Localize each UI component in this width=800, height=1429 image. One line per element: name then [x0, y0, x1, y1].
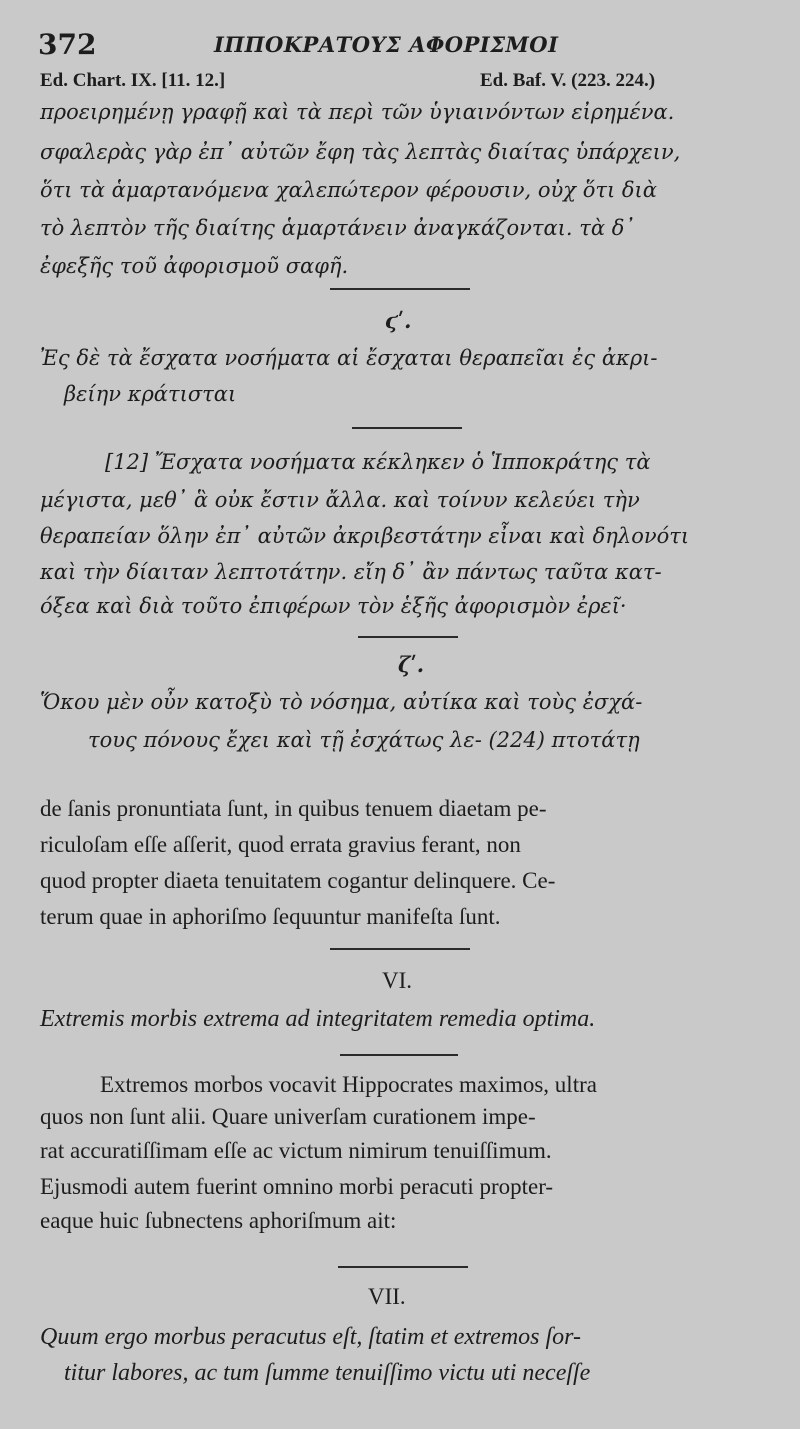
latin-commentary-line: Extremos morbos vocavit Hippocrates maximos, ultra	[100, 1072, 597, 1097]
latin-aphorism-line: titur labores, ac tum ſumme tenuiſſimo victu uti neceſſe	[64, 1360, 591, 1386]
section-rule	[352, 427, 462, 429]
greek-aphorism-line: τους πόνους ἔχει καὶ τῇ ἐσχάτως λε- (224) πτοτάτῃ	[88, 728, 640, 752]
section-number-latin: VI.	[382, 968, 413, 993]
greek-aphorism-line: Ἐς δὲ τὰ ἔσχατα νοσήματα αἱ ἔσχαται θεραπεῖαι ἐς ἀκρι-	[40, 346, 658, 370]
greek-commentary-line: θεραπείαν ὅλην ἐπ᾽ αὐτῶν ἀκριβεστάτην εἶναι καὶ δηλονότι	[40, 524, 690, 548]
greek-aphorism-line: βείην κράτισται	[64, 382, 237, 406]
page-number: 372	[38, 28, 97, 61]
greek-commentary-line: όξεα καὶ διὰ τοῦτο ἐπιφέρων τὸν ἑξῆς ἀφορισμὸν ἐρεῖ·	[40, 594, 627, 618]
edition-ref-left: Ed. Chart. IX. [11. 12.]	[40, 70, 226, 91]
greek-text-line: προειρημένῃ γραφῇ καὶ τὰ περὶ τῶν ὑγιαινόντων εἰρημένα.	[40, 100, 675, 124]
greek-aphorism-line: Ὅκου μὲν οὖν κατοξὺ τὸ νόσημα, αὐτίκα καὶ τοὺς ἐσχά-	[40, 690, 643, 714]
section-rule	[330, 288, 470, 290]
latin-aphorism-line: Quum ergo morbus peracutus eſt, ſtatim et extremos ſor-	[40, 1324, 582, 1350]
latin-aphorism-line: Extremis morbis extrema ad integritatem remedia optima.	[40, 1006, 596, 1032]
greek-commentary-line: μέγιστα, μεθ᾽ ἃ οὐκ ἔστιν ἄλλα. καὶ τοίνυν κελεύει τὴν	[40, 488, 640, 512]
section-number-greek: ζʹ.	[398, 652, 425, 677]
section-rule	[330, 948, 470, 950]
latin-text-line: riculoſam eſſe aſſerit, quod errata gravius ferant, non	[40, 832, 521, 857]
section-number-latin: VII.	[368, 1284, 406, 1309]
latin-text-line: de ſanis pronuntiata ſunt, in quibus tenuem diaetam pe-	[40, 796, 547, 821]
greek-text-line: ὅτι τὰ ἁμαρτανόμενα χαλεπώτερον φέρουσιν, οὐχ ὅτι διὰ	[40, 178, 657, 202]
latin-text-line: terum quae in aphoriſmo ſequuntur manifeſta ſunt.	[40, 904, 501, 929]
running-head: ΙΠΠΟΚΡΑΤΟΥΣ ΑΦΟΡΙΣΜΟΙ	[214, 32, 559, 57]
latin-commentary-line: Ejusmodi autem fuerint omnino morbi peracuti propter-	[40, 1174, 554, 1199]
section-number-greek: ϛʹ.	[385, 308, 412, 333]
greek-text-line: τὸ λεπτὸν τῆς διαίτης ἁμαρτάνειν ἀναγκάζονται. τὰ δ᾽	[40, 216, 635, 240]
latin-commentary-line: quos non ſunt alii. Quare univerſam curationem impe-	[40, 1104, 536, 1129]
greek-commentary-line: καὶ τὴν δίαιταν λεπτοτάτην. εἴη δ᾽ ἂν πάντως ταῦτα κατ-	[40, 560, 662, 584]
section-rule	[340, 1054, 458, 1056]
greek-commentary-line: [12] Ἔσχατα νοσήματα κέκληκεν ὁ Ἱπποκράτης τὰ	[105, 450, 651, 474]
section-rule	[358, 636, 458, 638]
greek-text-line: ἐφεξῆς τοῦ ἀφορισμοῦ σαφῆ.	[40, 254, 349, 278]
latin-commentary-line: rat accuratiſſimam eſſe ac victum nimirum tenuiſſimum.	[40, 1138, 552, 1163]
edition-ref-right: Ed. Baf. V. (223. 224.)	[480, 70, 656, 91]
latin-commentary-line: eaque huic ſubnectens aphoriſmum ait:	[40, 1208, 397, 1233]
section-rule	[338, 1266, 468, 1268]
greek-text-line: σφαλερὰς γὰρ ἐπ᾽ αὐτῶν ἔφη τὰς λεπτὰς διαίτας ὑπάρχειν,	[40, 140, 681, 164]
latin-text-line: quod propter diaeta tenuitatem cogantur delinquere. Ce-	[40, 868, 556, 893]
